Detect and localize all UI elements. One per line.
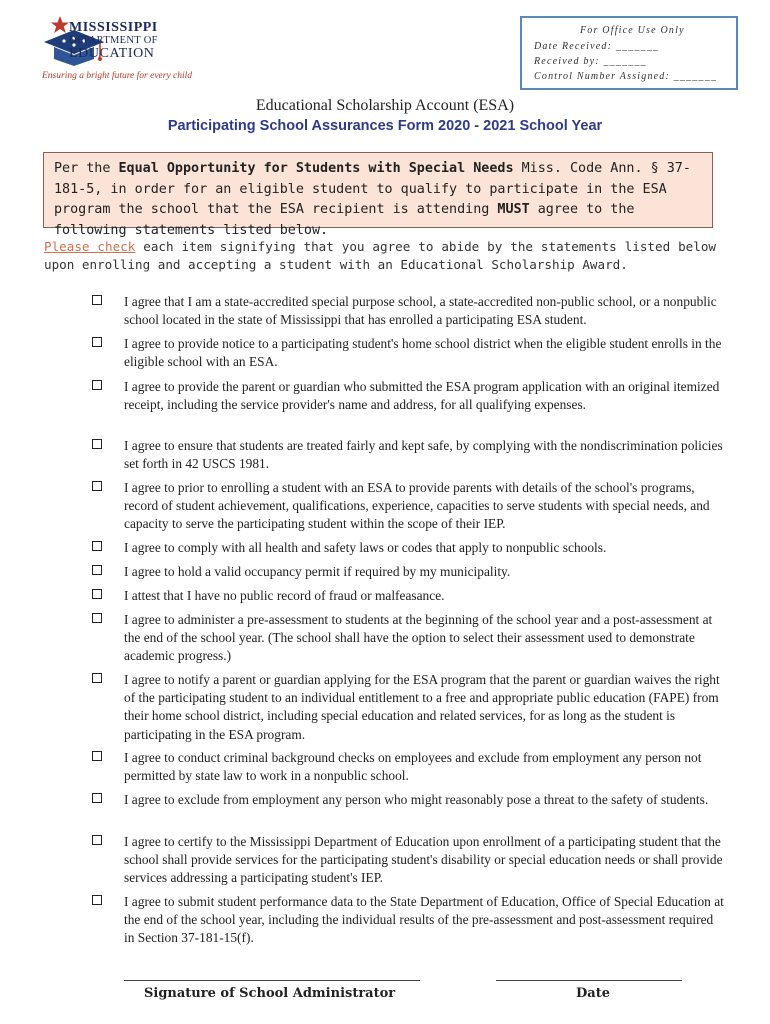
assurance-text: I agree to notify a parent or guardian applying for the ESA program that the parent or guardian waives the right of the participating student to an individual entitlement to a free and appropriate public education (FAPE) from their home school district, including special education and related services, for as long as the student is participating in the ESA program. xyxy=(124,672,720,742)
assurance-text: I attest that I have no public record of fraud or malfeasance. xyxy=(124,588,445,603)
notice-mid: Miss. Code Ann. § 37-181-5, in order for an eligible student to qualify to participate in the ESA program the school that the ESA recipient is attending xyxy=(54,161,691,217)
instructions-text: each item signifying that you agree to abide by the statements listed below upon enrolling and accepting a student with an Educational Scholarship Award. xyxy=(44,239,716,272)
control-number-line: Control Number Assigned: _______ xyxy=(534,71,718,82)
assurance-checkbox[interactable] xyxy=(92,613,102,623)
assurance-text: I agree to provide the parent or guardian who submitted the ESA program application with an original itemized receipt, including the service provider's name and address, for all qualifying expenses. xyxy=(124,379,720,413)
form-subtitle: Participating School Assurances Form 2020 - 2021 School Year xyxy=(167,118,603,134)
assurance-checkbox[interactable] xyxy=(92,481,102,491)
assurance-text: I agree to administer a pre-assessment to students at the beginning of the school year and a post-assessment at the end of the school year. (The school shall have the option to select their assessment used to demonstrate academic progress.) xyxy=(124,612,713,664)
assurance-checkbox[interactable] xyxy=(92,295,102,305)
assurance-checkbox[interactable] xyxy=(92,589,102,599)
admin-signature-line[interactable] xyxy=(124,980,420,981)
assurance-checkbox[interactable] xyxy=(92,835,102,845)
assurance-text: I agree to ensure that students are treated fairly and kept safe, by complying with the nondiscrimination policies set forth in 42 USCS 1981. xyxy=(124,438,723,472)
admin-signature-label: Signature of School Administrator xyxy=(144,986,396,1001)
assurance-checkbox[interactable] xyxy=(92,565,102,575)
date-line[interactable] xyxy=(496,980,682,981)
notice-act-name: Equal Opportunity for Students with Special Needs xyxy=(118,161,514,176)
logo-line-2: DEPARTMENT OF xyxy=(69,35,158,46)
assurance-text: I agree that I am a state-accredited special purpose school, a state-accredited non-public school, or a nonpublic school located in the state of Mississippi that has enrolled a participating ESA student. xyxy=(124,294,717,328)
assurance-checkbox[interactable] xyxy=(92,751,102,761)
assurance-checkbox[interactable] xyxy=(92,337,102,347)
assurance-text: I agree to submit student performance data to the State Department of Education, Office of Special Education at the end of the school year, including the individual results of the pre-assessment and post-assessment required in Section 37-181-15(f). xyxy=(124,894,724,946)
assurance-checkbox[interactable] xyxy=(92,673,102,683)
legal-notice-box xyxy=(43,152,713,238)
assurance-checkbox[interactable] xyxy=(92,895,102,905)
logo-line-1: MISSISSIPPI xyxy=(69,20,158,35)
office-use-title: For Office Use Only xyxy=(580,25,685,36)
notice-post: agree to the following statements listed below. xyxy=(54,202,635,238)
logo-line-3: EDUCATION xyxy=(69,46,155,61)
assurance-text: I agree to prior to enrolling a student with an ESA to provide parents with details of the school's programs, record of student achievement, qualifications, experience, capacities to serve students with special needs, and capacity to serve the participating student within the scope of their IEP. xyxy=(124,480,710,532)
logo-tagline: Ensuring a bright future for every child xyxy=(42,71,193,81)
assurance-checkbox[interactable] xyxy=(92,541,102,551)
assurance-text: I agree to certify to the Mississippi Department of Education upon enrollment of a participating student that the school shall provide services for the participating student's disability or special education needs or shall provide services addressing a participating student's IEP. xyxy=(124,834,723,886)
assurance-text: I agree to hold a valid occupancy permit if required by my municipality. xyxy=(124,564,511,579)
notice-must: MUST xyxy=(497,202,530,217)
assurance-checkbox[interactable] xyxy=(92,380,102,390)
assurance-text: I agree to exclude from employment any person who might reasonably pose a threat to the safety of students. xyxy=(124,792,709,807)
assurance-text: I agree to provide notice to a participating student's home school district when the eligible student enrolls in the eligible school with an ESA. xyxy=(124,336,722,370)
assurance-checkbox[interactable] xyxy=(92,793,102,803)
notice-pre: Per the xyxy=(54,161,119,176)
instructions-paragraph xyxy=(44,238,716,274)
date-label: Date xyxy=(576,986,610,1001)
please-check-link[interactable]: Please check xyxy=(44,239,136,254)
office-use-box xyxy=(520,16,738,90)
assurance-checkbox[interactable] xyxy=(92,439,102,449)
logo-wordmark xyxy=(69,21,158,60)
assurance-text: I agree to conduct criminal background checks on employees and exclude from employment any person not permitted by state law to work in a nonpublic school. xyxy=(124,750,702,784)
received-by-line: Received by: _______ xyxy=(534,56,647,67)
form-title: Educational Scholarship Account (ESA) xyxy=(255,97,515,114)
date-received-line: Date Received: _______ xyxy=(534,41,660,52)
assurance-text: I agree to comply with all health and safety laws or codes that apply to nonpublic schools. xyxy=(124,540,607,555)
